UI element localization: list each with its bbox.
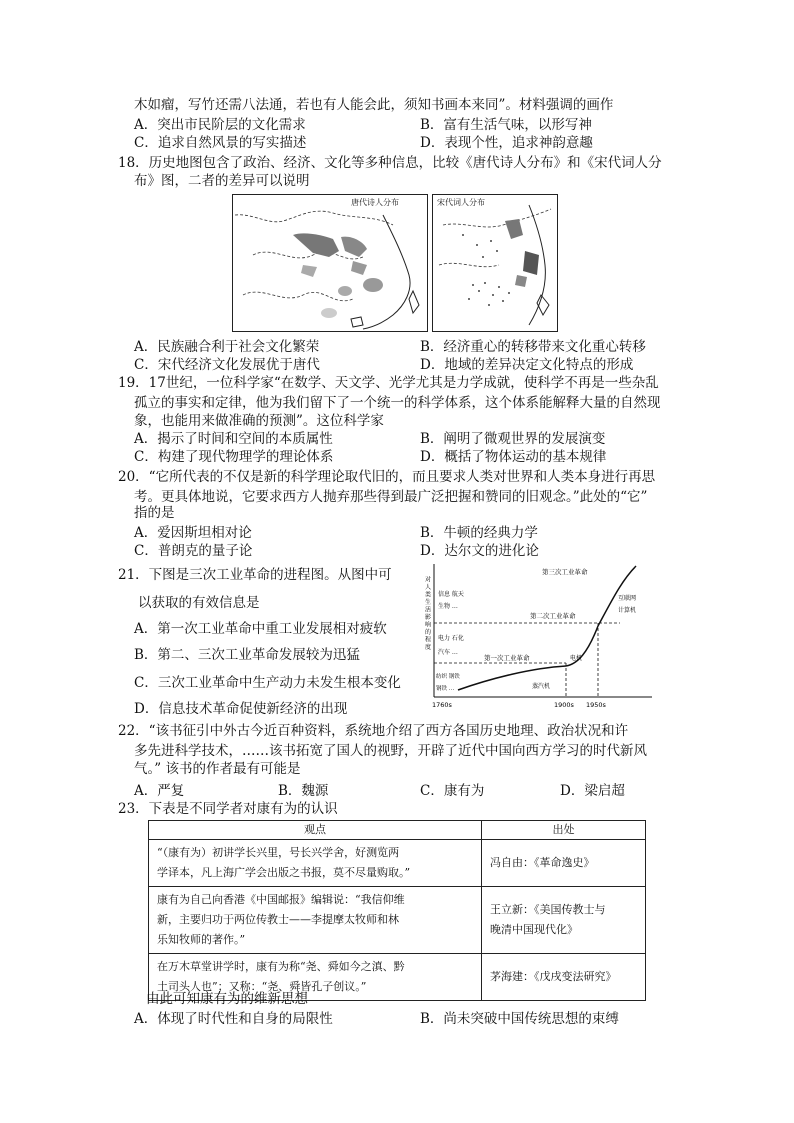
right-label-1: 计算机 [618, 607, 637, 614]
song-map-title: 宋代词人分布 [437, 198, 485, 207]
q22-option-c[interactable]: C．康有为 [420, 783, 485, 799]
x-tick-1: 1900s [554, 701, 574, 709]
left-label-1: 生物 … [438, 603, 458, 610]
cell-line: 茅海建：《戊戌变法研究》 [490, 970, 617, 983]
song-lyricists-map [432, 194, 558, 332]
q21-stem-line1: 21．下图是三次工业革命的进程图。从图中可 [118, 567, 392, 583]
tang-map-title: 唐代诗人分布 [351, 198, 399, 207]
q21-option-d[interactable]: D．信息技术革命促使新经济的出现 [134, 701, 348, 717]
cell-line: 学译本，凡上海广学会出版之书报，莫不尽量购取。” [157, 866, 411, 879]
q21-option-c[interactable]: C．三次工业革命中生产动力未发生根本变化 [134, 675, 401, 691]
q18-option-a[interactable]: A．民族融合利于社会文化繁荣 [134, 339, 320, 355]
q19-stem-line3: 象，也能用来做准确的预测”。这位科学家 [134, 413, 384, 429]
tang-map-drawing [233, 195, 427, 331]
cell-line: 新，主要归功于两位传教士——李提摩太牧师和林 [157, 913, 399, 926]
cell-line: 在万木草堂讲学时，康有为称“尧、舜如今之滇、黔 [157, 960, 405, 973]
q17-option-d[interactable]: D．表现个性，追求神韵意趣 [420, 135, 593, 151]
q22-stem-line2: 多先进科学技术，……该书拓宽了国人的视野，开辟了近代中国向西方学习的时代新风 [134, 743, 647, 759]
right-label-2: 电机 [570, 655, 583, 662]
left-label-0: 信息 航天 [438, 591, 464, 598]
q20-stem-line3: 指的是 [134, 505, 175, 521]
cell-line: 康有为自己向香港《中国邮报》编辑说：“我信仰维 [157, 893, 405, 906]
q18-option-c[interactable]: C．宋代经济文化发展优于唐代 [134, 357, 320, 373]
cell-line: “（康有为）初讲学长兴里，号长兴学舍，好测览两 [157, 846, 400, 859]
cell-line: 冯自由：《革命逸史》 [490, 856, 595, 869]
tang-poets-map [232, 194, 428, 332]
q20-stem-line2: 考。更具体地说，它要求西方人抛弃那些得到最广泛把握和赞同的旧观念。”此处的“它” [134, 489, 648, 505]
table-row [149, 840, 646, 887]
table-header-row [149, 821, 646, 840]
industrial-revolution-chart [422, 560, 654, 710]
left-label-5: 钢铁 … [436, 686, 455, 692]
table-row [149, 887, 646, 954]
q22-option-d[interactable]: D．梁启超 [560, 783, 625, 799]
song-map-drawing [433, 195, 557, 331]
q23-option-a[interactable]: A．体现了时代性和自身的局限性 [134, 1011, 333, 1027]
chart-svg [422, 560, 654, 710]
q19-option-c[interactable]: C．构建了现代物理学的理论体系 [134, 449, 334, 465]
chart-y-label: 对人类生活影响的程度 [423, 576, 431, 651]
cell-line: 乐知牧师的著作。” [157, 933, 246, 946]
q18-option-b[interactable]: B．经济重心的转移带来文化重心转移 [420, 339, 646, 355]
cell-line: 晚清中国现代化》 [490, 923, 578, 936]
table-cell-source [482, 840, 646, 887]
q21-option-a[interactable]: A．第一次工业革命中重工业发展相对疲软 [134, 621, 387, 637]
right-label-3: 蒸汽机 [532, 683, 551, 690]
table-header-source: 出处 [482, 821, 646, 840]
left-label-3: 汽车 … [438, 649, 458, 656]
q22-option-b[interactable]: B．魏源 [278, 783, 329, 799]
q22-option-a[interactable]: A．严复 [134, 783, 185, 799]
q17-option-c[interactable]: C．追求自然风景的写实描述 [134, 135, 307, 151]
table-cell-view [149, 887, 482, 954]
cell-line: 王立新：《美国传教士与 [490, 903, 606, 916]
label-second-revolution: 第二次工业革命 [530, 612, 576, 620]
table-cell-view [149, 840, 482, 887]
q19-option-d[interactable]: D．概括了物体运动的基本规律 [420, 449, 607, 465]
q23-option-b[interactable]: B．尚未突破中国传统思想的束缚 [420, 1011, 619, 1027]
q23-stem-line1: 23．下表是不同学者对康有为的认识 [118, 801, 338, 817]
q19-stem-line1: 19．17世纪，一位科学家“在数学、天文学、光学尤其是力学成就，使科学不再是一些杂乱 [118, 375, 659, 391]
q23-conclusion: 由此可知康有为的维新思想 [146, 991, 308, 1007]
table-header-view: 观点 [149, 821, 482, 840]
x-tick-2: 1950s [586, 701, 606, 709]
q17-continuation: 木如瘤，写竹还需八法通，若也有人能会此，须知书画本来同”。材料强调的画作 [134, 97, 614, 113]
q20-option-d[interactable]: D．达尔文的进化论 [420, 543, 539, 559]
q22-stem-line1: 22．“该书征引中外古今近百种资料，系统地介绍了西方各国历史地理、政治状况和许 [118, 723, 629, 739]
q20-stem-line1: 20．“它所代表的不仅是新的科学理论取代旧的，而且要求人类对世界和人类本身进行再思 [118, 469, 656, 485]
q21-stem-line2: 以获取的有效信息是 [138, 595, 260, 611]
kang-youwei-table [148, 820, 646, 1001]
q19-option-a[interactable]: A．揭示了时间和空间的本质属性 [134, 431, 333, 447]
left-label-2: 电力 石化 [438, 635, 464, 642]
q18-stem-line2: 布》图，二者的差异可以说明 [134, 173, 310, 189]
q17-option-a[interactable]: A．突出市民阶层的文化需求 [134, 117, 306, 133]
left-label-4: 纺织 钢铁 [436, 674, 460, 680]
q18-option-d[interactable]: D．地域的差异决定文化特点的形成 [420, 357, 634, 373]
cell-line: 土司头人也”；又称：“尧、舜皆孔子创议。” [157, 980, 367, 993]
label-first-revolution: 第一次工业革命 [484, 654, 530, 662]
label-third-revolution: 第三次工业革命 [542, 568, 588, 576]
q19-option-b[interactable]: B．阐明了微观世界的发展演变 [420, 431, 606, 447]
right-label-0: 互联网 [618, 595, 637, 602]
q20-option-a[interactable]: A．爱因斯坦相对论 [134, 525, 252, 541]
q20-option-c[interactable]: C．普朗克的量子论 [134, 543, 253, 559]
x-tick-0: 1760s [432, 701, 452, 709]
table-cell-source [482, 954, 646, 1001]
q22-stem-line3: 气。” 该书的作者最有可能是 [134, 761, 301, 777]
q18-stem-line1: 18．历史地图包含了政治、经济、文化等多种信息，比较《唐代诗人分布》和《宋代词人分 [118, 155, 662, 171]
q21-option-b[interactable]: B．第二、三次工业革命发展较为迅猛 [134, 647, 360, 663]
q17-option-b[interactable]: B．富有生活气味，以形写神 [420, 117, 592, 133]
table-cell-source [482, 887, 646, 954]
q19-stem-line2: 孤立的事实和定律，他为我们留下了一个统一的科学体系，这个体系能解释大量的自然现 [134, 395, 661, 411]
q20-option-b[interactable]: B．牛顿的经典力学 [420, 525, 538, 541]
